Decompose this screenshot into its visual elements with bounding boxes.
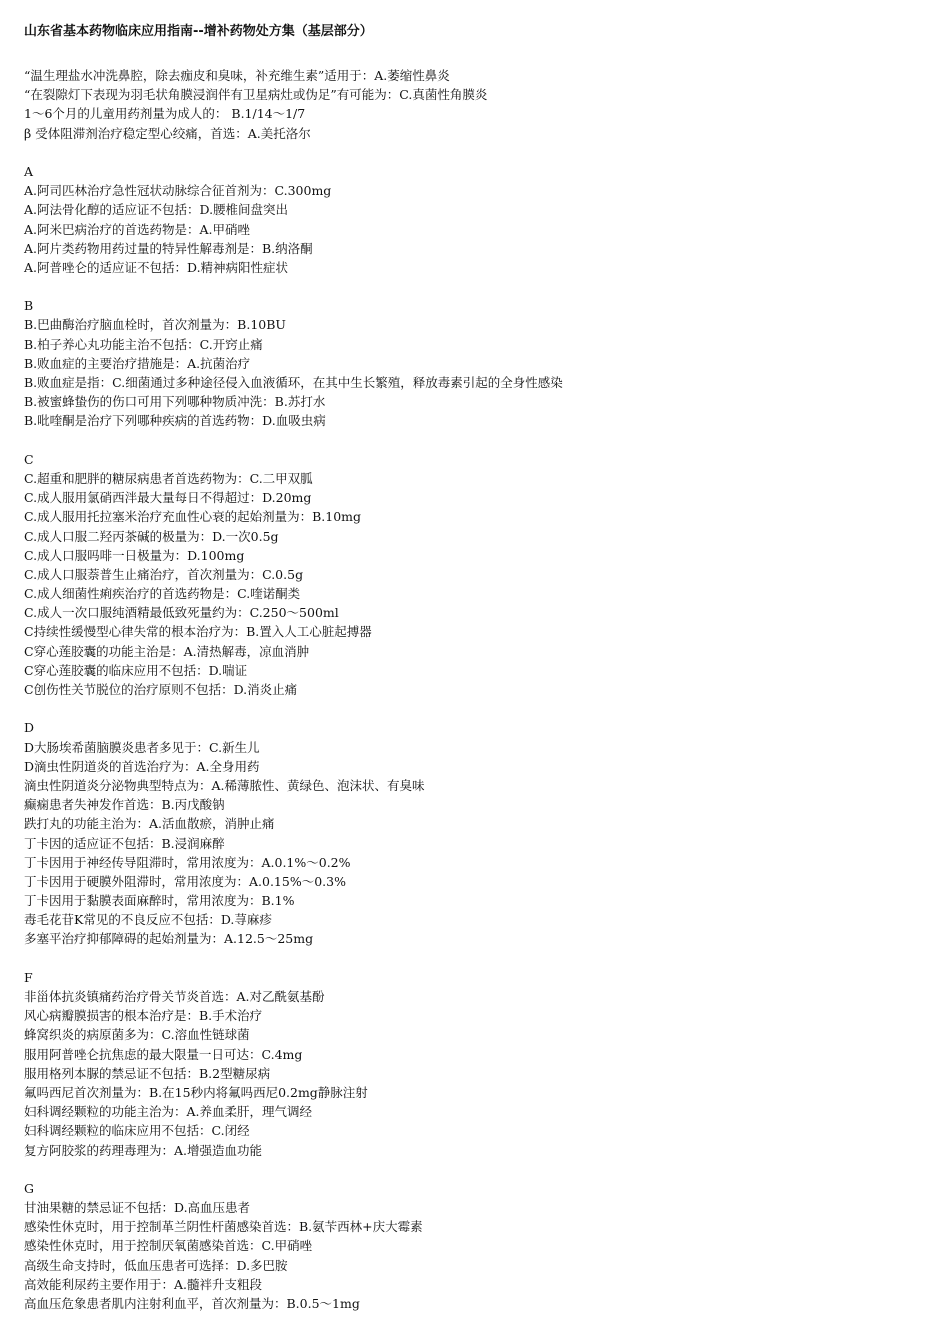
entry-line: 妇科调经颗粒的功能主治为：A.养血柔肝，理气调经 [24,1104,313,1120]
entry-line: C.成人口服吗啡一日极量为：D.100mg [24,547,245,563]
entry-line: 复方阿胶浆的药理毒理为：A.增强造血功能 [24,1142,263,1158]
entry-line: C穿心莲胶囊的临床应用不包括：D.喘证 [24,662,248,678]
entry-line: 甘油果糖的禁忌证不包括：D.高血压患者 [24,1200,251,1216]
entry-line: D滴虫性阴道炎的首选治疗为：A.全身用药 [24,758,260,774]
entry-line: 丁卡因的适应证不包括：B.浸润麻醉 [24,835,225,851]
entry-line: 感染性休克时，用于控制革兰阴性杆菌感染首选：B.氨苄西林+庆大霉素 [24,1219,423,1235]
entry-line: 感染性休克时，用于控制厌氧菌感染首选：C.甲硝唑 [24,1238,313,1254]
entry-line: 癫痫患者失神发作首选：B.丙戊酸钠 [24,797,225,813]
entry-line: 丁卡因用于硬膜外阻滞时，常用浓度为：A.0.15%～0.3% [24,873,346,889]
section-heading: F [24,969,33,985]
section-b [24,296,934,430]
entry-line: 毒毛花苷K常见的不良反应不包括：D.荨麻疹 [24,912,272,928]
section-c [24,450,934,699]
entry-line: A.阿司匹林治疗急性冠状动脉综合征首剂为：C.300mg [24,183,332,199]
entry-line: 跌打丸的功能主治为：A.活血散瘀，消肿止痛 [24,816,275,832]
entry-line: C.成人服用托拉塞米治疗充血性心衰的起始剂量为：B.10mg [24,509,362,525]
entry-line: C持续性缓慢型心律失常的根本治疗为：B.置入人工心脏起搏器 [24,624,372,640]
entry-line: C.成人细菌性痢疾治疗的首选药物是：C.喹诺酮类 [24,586,301,602]
entry-line: 非甾体抗炎镇痛药治疗骨关节炎首选：A.对乙酰氨基酚 [24,989,325,1004]
entry-line: C.成人服用氯硝西泮最大量每日不得超过：D.20mg [24,490,312,506]
entry-line: 高级生命支持时，低血压患者可选择：D.多巴胺 [24,1257,288,1273]
section-heading: A [24,163,34,179]
entry-line: B.败血症是指：C.细菌通过多种途径侵入血液循环，在其中生长繁殖，释放毒素引起的全身性感染 [24,375,563,390]
entry-line: C.成人口服萘普生止痛治疗，首次剂量为：C.0.5g [24,566,304,582]
entry-line: A.阿法骨化醇的适应证不包括：D.腰椎间盘突出 [24,202,289,218]
intro-block [24,66,934,143]
entry-line: 服用格列本脲的禁忌证不包括：B.2型糖尿病 [24,1065,271,1081]
entry-line: 滴虫性阴道炎分泌物典型特点为：A.稀薄脓性、黄绿色、泡沫状、有臭味 [24,777,425,793]
entry-line: C穿心莲胶囊的功能主治是：A.清热解毒，凉血消肿 [24,643,310,659]
entry-line: 妇科调经颗粒的临床应用不包括：C.闭经 [24,1123,250,1139]
entry-line: 氟吗西尼首次剂量为：B.在15秒内将氟吗西尼0.2mg静脉注射 [24,1084,368,1100]
entry-line: B.吡喹酮是治疗下列哪种疾病的首选药物：D.血吸虫病 [24,413,326,429]
entry-line: 风心病瓣膜损害的根本治疗是：B.手术治疗 [24,1008,263,1024]
entry-line: 高血压危象患者肌内注射利血平，首次剂量为：B.0.5～1mg [24,1296,360,1311]
entry-line: 服用阿普唑仑抗焦虑的最大限量一日可达：C.4mg [24,1046,303,1062]
entry-line: A.阿片类药物用药过量的特异性解毒剂是：B.纳洛酮 [24,240,313,256]
entry-line: 丁卡因用于黏膜表面麻醉时，常用浓度为：B.1% [24,893,295,909]
section-heading: D [24,720,35,736]
document-title: 山东省基本药物临床应用指南--增补药物处方集（基层部分） [24,24,373,39]
entry-line: 蜂窝织炎的病原菌多为：C.溶血性链球菌 [24,1027,250,1043]
entry-line: C.成人口服二羟丙茶碱的极量为：D.一次0.5g [24,528,279,544]
entry-line: C创伤性关节脱位的治疗原则不包括：D.消炎止痛 [24,682,298,697]
entry-line: 丁卡因用于神经传导阻滞时，常用浓度为：A.0.1%～0.2% [24,854,351,870]
intro-line: 1～6个月的儿童用药剂量为成人的： B.1/14～1/7 [24,106,306,122]
entry-line: 高效能利尿药主要作用于：A.髓袢升支粗段 [24,1276,263,1292]
entry-line: C.超重和肥胖的糖尿病患者首选药物为：C.二甲双胍 [24,470,313,486]
entry-line: B.败血症的主要治疗措施是：A.抗菌治疗 [24,355,251,371]
intro-line: “在裂隙灯下表现为羽毛状角膜浸润伴有卫星病灶或伪足”有可能为：C.真菌性角膜炎 [24,87,488,103]
document-page [24,22,934,1313]
section-heading: C [24,451,34,467]
entry-line: 多塞平治疗抑郁障碍的起始剂量为：A.12.5～25mg [24,931,314,947]
entry-line: C.成人一次口服纯酒精最低致死量约为：C.250～500ml [24,605,339,621]
section-d [24,718,934,948]
section-g [24,1179,934,1313]
entry-line: A.阿米巴病治疗的首选药物是：A.甲硝唑 [24,221,251,237]
section-heading: G [24,1180,34,1196]
entry-line: B.被蜜蜂蛰伤的伤口可用下列哪种物质冲洗：B.苏打水 [24,394,326,410]
entry-line: A.阿普唑仑的适应证不包括：D.精神病阳性症状 [24,259,289,275]
section-a [24,162,934,277]
intro-line: β 受体阻滞剂治疗稳定型心绞痛，首选：A.美托洛尔 [24,125,311,141]
section-f [24,968,934,1160]
entry-line: B.巴曲酶治疗脑血栓时，首次剂量为：B.10BU [24,317,286,333]
intro-line: “温生理盐水冲洗鼻腔，除去痂皮和臭味，补充维生素”适用于：A.萎缩性鼻炎 [24,68,450,83]
entry-line: D大肠埃希菌脑膜炎患者多见于：C.新生儿 [24,739,260,755]
section-heading: B [24,298,34,314]
entry-line: B.柏子养心丸功能主治不包括：C.开窍止痛 [24,336,263,352]
